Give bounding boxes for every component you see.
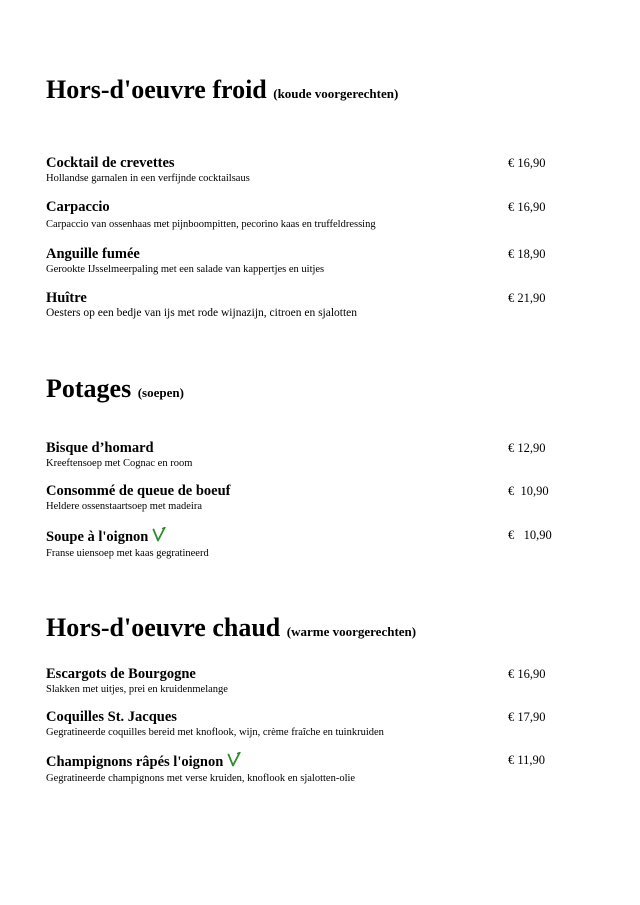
item-name: Coquilles St. Jacques xyxy=(46,709,177,725)
item-description: Franse uiensoep met kaas gegratineerd xyxy=(46,548,209,559)
item-name-row xyxy=(46,752,566,772)
section-subtitle: (koude voorgerechten) xyxy=(273,86,399,101)
section-title: Hors-d'oeuvre froid xyxy=(46,75,267,104)
item-description: Carpaccio van ossenhaas met pijnboompitten, pecorino kaas en truffeldressing xyxy=(46,219,376,230)
item-price: € 17,90 xyxy=(508,710,546,724)
item-description: Heldere ossenstaartsoep met madeira xyxy=(46,501,202,512)
menu-item-cocktail-de-crevettes xyxy=(46,155,566,185)
item-price: € 16,90 xyxy=(508,667,546,681)
item-description: Oesters op een bedje van ijs met rode wijnazijn, citroen en sjalotten xyxy=(46,307,358,319)
item-description: Kreeftensoep met Cognac en room xyxy=(46,458,193,469)
item-description: Gerookte IJsselmeerpaling met een salade van kappertjes en uitjes xyxy=(46,264,325,275)
menu-item-champignons-rapes-loignon xyxy=(46,752,566,785)
item-name: Escargots de Bourgogne xyxy=(46,666,196,682)
vegetarian-v-icon xyxy=(227,752,241,772)
item-name: Cocktail de crevettes xyxy=(46,155,175,171)
menu-item-consomme-de-queue-de-boeuf xyxy=(46,483,566,513)
item-name: Huître xyxy=(46,290,87,306)
item-price: € 16,90 xyxy=(508,156,546,170)
section-subtitle: (warme voorgerechten) xyxy=(286,624,417,639)
menu-item-coquilles-st-jacques xyxy=(46,709,566,739)
menu-item-soupe-a-loignon xyxy=(46,527,566,560)
item-price: € 10,90 xyxy=(508,484,549,498)
item-name: Bisque d’homard xyxy=(46,440,154,456)
item-name: Soupe à l'oignon xyxy=(46,529,149,545)
menu-item-anguille-fumee xyxy=(46,246,566,276)
section-heading-hors-doeuvre-froid xyxy=(46,75,566,109)
section-title: Hors-d'oeuvre chaud xyxy=(46,613,281,642)
menu-item-carpaccio xyxy=(46,199,566,231)
item-name-row xyxy=(46,527,566,547)
section-subtitle: (soepen) xyxy=(137,385,184,400)
item-price: € 21,90 xyxy=(508,291,546,305)
item-name: Anguille fumée xyxy=(46,246,140,262)
menu-item-huitre xyxy=(46,290,566,320)
item-name: Champignons râpés l'oignon xyxy=(46,754,224,770)
vegetarian-v-icon xyxy=(152,527,166,547)
item-name: Carpaccio xyxy=(46,199,110,215)
section-heading-potages xyxy=(46,374,566,408)
item-price: € 11,90 xyxy=(508,753,546,767)
item-description: Gegratineerde champignons met verse kruiden, knoflook en sjalotten-olie xyxy=(46,773,356,784)
menu-item-bisque-dhomard xyxy=(46,440,566,470)
item-price: € 16,90 xyxy=(508,200,546,214)
item-description: Slakken met uitjes, prei en kruidenmelange xyxy=(46,684,228,695)
item-price: € 10,90 xyxy=(508,528,552,542)
item-description: Hollandse garnalen in een verfijnde cocktailsaus xyxy=(46,173,250,184)
item-price: € 12,90 xyxy=(508,441,546,455)
menu-item-escargots-de-bourgogne xyxy=(46,666,566,696)
item-name: Consommé de queue de boeuf xyxy=(46,483,231,499)
section-title: Potages xyxy=(46,374,132,403)
item-description: Gegratineerde coquilles bereid met knoflook, wijn, crème fraîche en tuinkruiden xyxy=(46,727,384,738)
item-price: € 18,90 xyxy=(508,247,546,261)
section-heading-hors-doeuvre-chaud xyxy=(46,613,566,647)
